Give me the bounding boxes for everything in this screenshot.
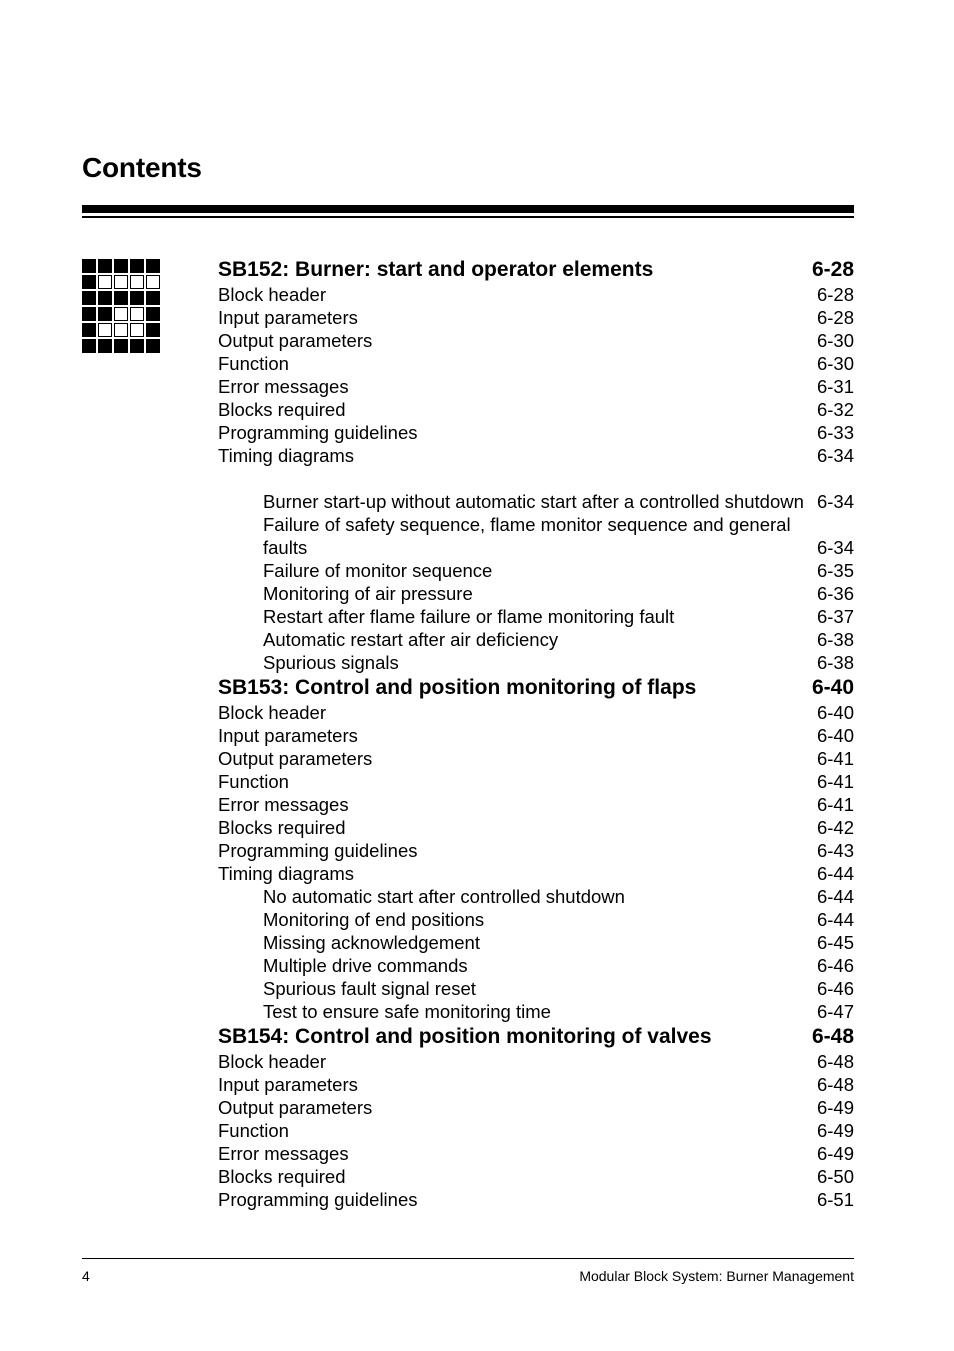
toc-entry[interactable] xyxy=(218,398,854,421)
entry-page: 6-49 xyxy=(816,1143,854,1164)
toc-subentry[interactable] xyxy=(218,467,854,513)
entry-page: 6-49 xyxy=(816,1097,854,1118)
entry-label: Output parameters xyxy=(218,1097,373,1118)
subentry-page: 6-47 xyxy=(816,1001,854,1022)
title-rule-thin xyxy=(82,216,854,218)
subentry-label: Spurious signals xyxy=(263,652,399,673)
toc-entry[interactable] xyxy=(218,444,854,467)
entry-page: 6-44 xyxy=(816,863,854,884)
toc-subentry[interactable] xyxy=(218,885,854,908)
entry-page: 6-31 xyxy=(816,376,854,397)
toc-entry[interactable] xyxy=(218,329,854,352)
subentry-label: Monitoring of air pressure xyxy=(263,583,473,604)
section-title: SB152: Burner: start and operator elements xyxy=(218,258,654,281)
entry-page: 6-48 xyxy=(816,1074,854,1095)
toc-section-heading[interactable] xyxy=(218,1023,854,1050)
toc-entry[interactable] xyxy=(218,747,854,770)
entry-label: Timing diagrams xyxy=(218,863,355,884)
entry-label: Block header xyxy=(218,284,326,305)
subentry-page: 6-46 xyxy=(816,955,854,976)
entry-label: Error messages xyxy=(218,1143,349,1164)
subentry-label: Failure of safety sequence, flame monitor sequence and general faults xyxy=(263,514,791,558)
subentry-page: 6-45 xyxy=(816,932,854,953)
toc-entry[interactable] xyxy=(218,862,854,885)
entry-page: 6-30 xyxy=(816,330,854,351)
section-page: 6-48 xyxy=(811,1025,854,1048)
toc-subentry[interactable] xyxy=(218,605,854,628)
section-title: SB154: Control and position monitoring of valves xyxy=(218,1025,712,1048)
block-grid-icon xyxy=(82,259,160,353)
toc-entry[interactable] xyxy=(218,421,854,444)
entry-page: 6-41 xyxy=(816,794,854,815)
subentry-label: Burner start-up without automatic start after a controlled shutdown xyxy=(263,491,804,512)
toc-entry[interactable] xyxy=(218,1142,854,1165)
subentry-label: Missing acknowledgement xyxy=(263,932,480,953)
entry-label: Input parameters xyxy=(218,1074,358,1095)
toc-entry[interactable] xyxy=(218,793,854,816)
toc-subentry[interactable] xyxy=(218,977,854,1000)
entry-page: 6-33 xyxy=(816,422,854,443)
toc-subentry[interactable] xyxy=(218,513,854,559)
toc-entry[interactable] xyxy=(218,375,854,398)
toc-subentry[interactable] xyxy=(218,908,854,931)
toc-entry[interactable] xyxy=(218,306,854,329)
subentry-page: 6-34 xyxy=(816,537,854,558)
toc-subentry[interactable] xyxy=(218,954,854,977)
entry-label: Programming guidelines xyxy=(218,840,418,861)
page-title: Contents xyxy=(82,152,202,183)
toc-subentry[interactable] xyxy=(218,559,854,582)
entry-page: 6-42 xyxy=(816,817,854,838)
entry-label: Blocks required xyxy=(218,399,346,420)
entry-label: Block header xyxy=(218,702,326,723)
entry-label: Function xyxy=(218,353,289,374)
entry-label: Blocks required xyxy=(218,817,346,838)
entry-page: 6-28 xyxy=(816,284,854,305)
subentry-label: Restart after flame failure or flame monitoring fault xyxy=(263,606,675,627)
toc-entry[interactable] xyxy=(218,839,854,862)
toc-section-heading[interactable] xyxy=(218,256,854,283)
subentry-page: 6-38 xyxy=(816,629,854,650)
subentry-page: 6-44 xyxy=(816,909,854,930)
entry-page: 6-40 xyxy=(816,702,854,723)
toc-subentry[interactable] xyxy=(218,628,854,651)
toc-entry[interactable] xyxy=(218,1188,854,1211)
toc-entry[interactable] xyxy=(218,770,854,793)
toc-entry[interactable] xyxy=(218,283,854,306)
subentry-label: Failure of monitor sequence xyxy=(263,560,493,581)
footer-document-title: Modular Block System: Burner Management xyxy=(579,1268,854,1284)
toc-subentry[interactable] xyxy=(218,1000,854,1023)
entry-label: Programming guidelines xyxy=(218,1189,418,1210)
entry-page: 6-41 xyxy=(816,748,854,769)
toc-entry[interactable] xyxy=(218,724,854,747)
subentry-page: 6-34 xyxy=(816,491,854,512)
subentry-page: 6-44 xyxy=(816,886,854,907)
subentry-page: 6-37 xyxy=(816,606,854,627)
entry-page: 6-28 xyxy=(816,307,854,328)
table-of-contents xyxy=(218,256,854,1211)
toc-entry[interactable] xyxy=(218,701,854,724)
entry-label: Function xyxy=(218,771,289,792)
toc-entry[interactable] xyxy=(218,1050,854,1073)
toc-subentry[interactable] xyxy=(218,582,854,605)
entry-page: 6-48 xyxy=(816,1051,854,1072)
entry-label: Output parameters xyxy=(218,330,373,351)
entry-label: Input parameters xyxy=(218,725,358,746)
entry-page: 6-49 xyxy=(816,1120,854,1141)
entry-page: 6-51 xyxy=(816,1189,854,1210)
subentry-page: 6-36 xyxy=(816,583,854,604)
entry-page: 6-34 xyxy=(816,445,854,466)
entry-page: 6-32 xyxy=(816,399,854,420)
section-title: SB153: Control and position monitoring of flaps xyxy=(218,676,697,699)
toc-entry[interactable] xyxy=(218,352,854,375)
toc-entry[interactable] xyxy=(218,1096,854,1119)
subentry-label: Multiple drive commands xyxy=(263,955,468,976)
subentry-label: No automatic start after controlled shutdown xyxy=(263,886,625,907)
toc-entry[interactable] xyxy=(218,1073,854,1096)
entry-label: Input parameters xyxy=(218,307,358,328)
entry-label: Programming guidelines xyxy=(218,422,418,443)
entry-label: Error messages xyxy=(218,794,349,815)
entry-page: 6-41 xyxy=(816,771,854,792)
entry-page: 6-43 xyxy=(816,840,854,861)
subentry-label: Automatic restart after air deficiency xyxy=(263,629,559,650)
entry-page: 6-50 xyxy=(816,1166,854,1187)
footer-rule xyxy=(82,1258,854,1259)
toc-subentry[interactable] xyxy=(218,651,854,674)
subentry-page: 6-35 xyxy=(816,560,854,581)
entry-label: Blocks required xyxy=(218,1166,346,1187)
entry-label: Error messages xyxy=(218,376,349,397)
subentry-label: Spurious fault signal reset xyxy=(263,978,476,999)
entry-page: 6-40 xyxy=(816,725,854,746)
toc-entry[interactable] xyxy=(218,1119,854,1142)
section-page: 6-40 xyxy=(811,676,854,699)
subentry-label: Monitoring of end positions xyxy=(263,909,485,930)
title-rule-thick xyxy=(82,205,854,213)
section-page: 6-28 xyxy=(811,258,854,281)
subentry-page: 6-38 xyxy=(816,652,854,673)
footer-page-number: 4 xyxy=(82,1268,90,1284)
entry-label: Function xyxy=(218,1120,289,1141)
entry-label: Timing diagrams xyxy=(218,445,355,466)
subentry-page: 6-46 xyxy=(816,978,854,999)
toc-entry[interactable] xyxy=(218,1165,854,1188)
toc-entry[interactable] xyxy=(218,816,854,839)
toc-subentry[interactable] xyxy=(218,931,854,954)
subentry-label: Test to ensure safe monitoring time xyxy=(263,1001,551,1022)
entry-label: Output parameters xyxy=(218,748,373,769)
entry-page: 6-30 xyxy=(816,353,854,374)
toc-section-heading[interactable] xyxy=(218,674,854,701)
entry-label: Block header xyxy=(218,1051,326,1072)
